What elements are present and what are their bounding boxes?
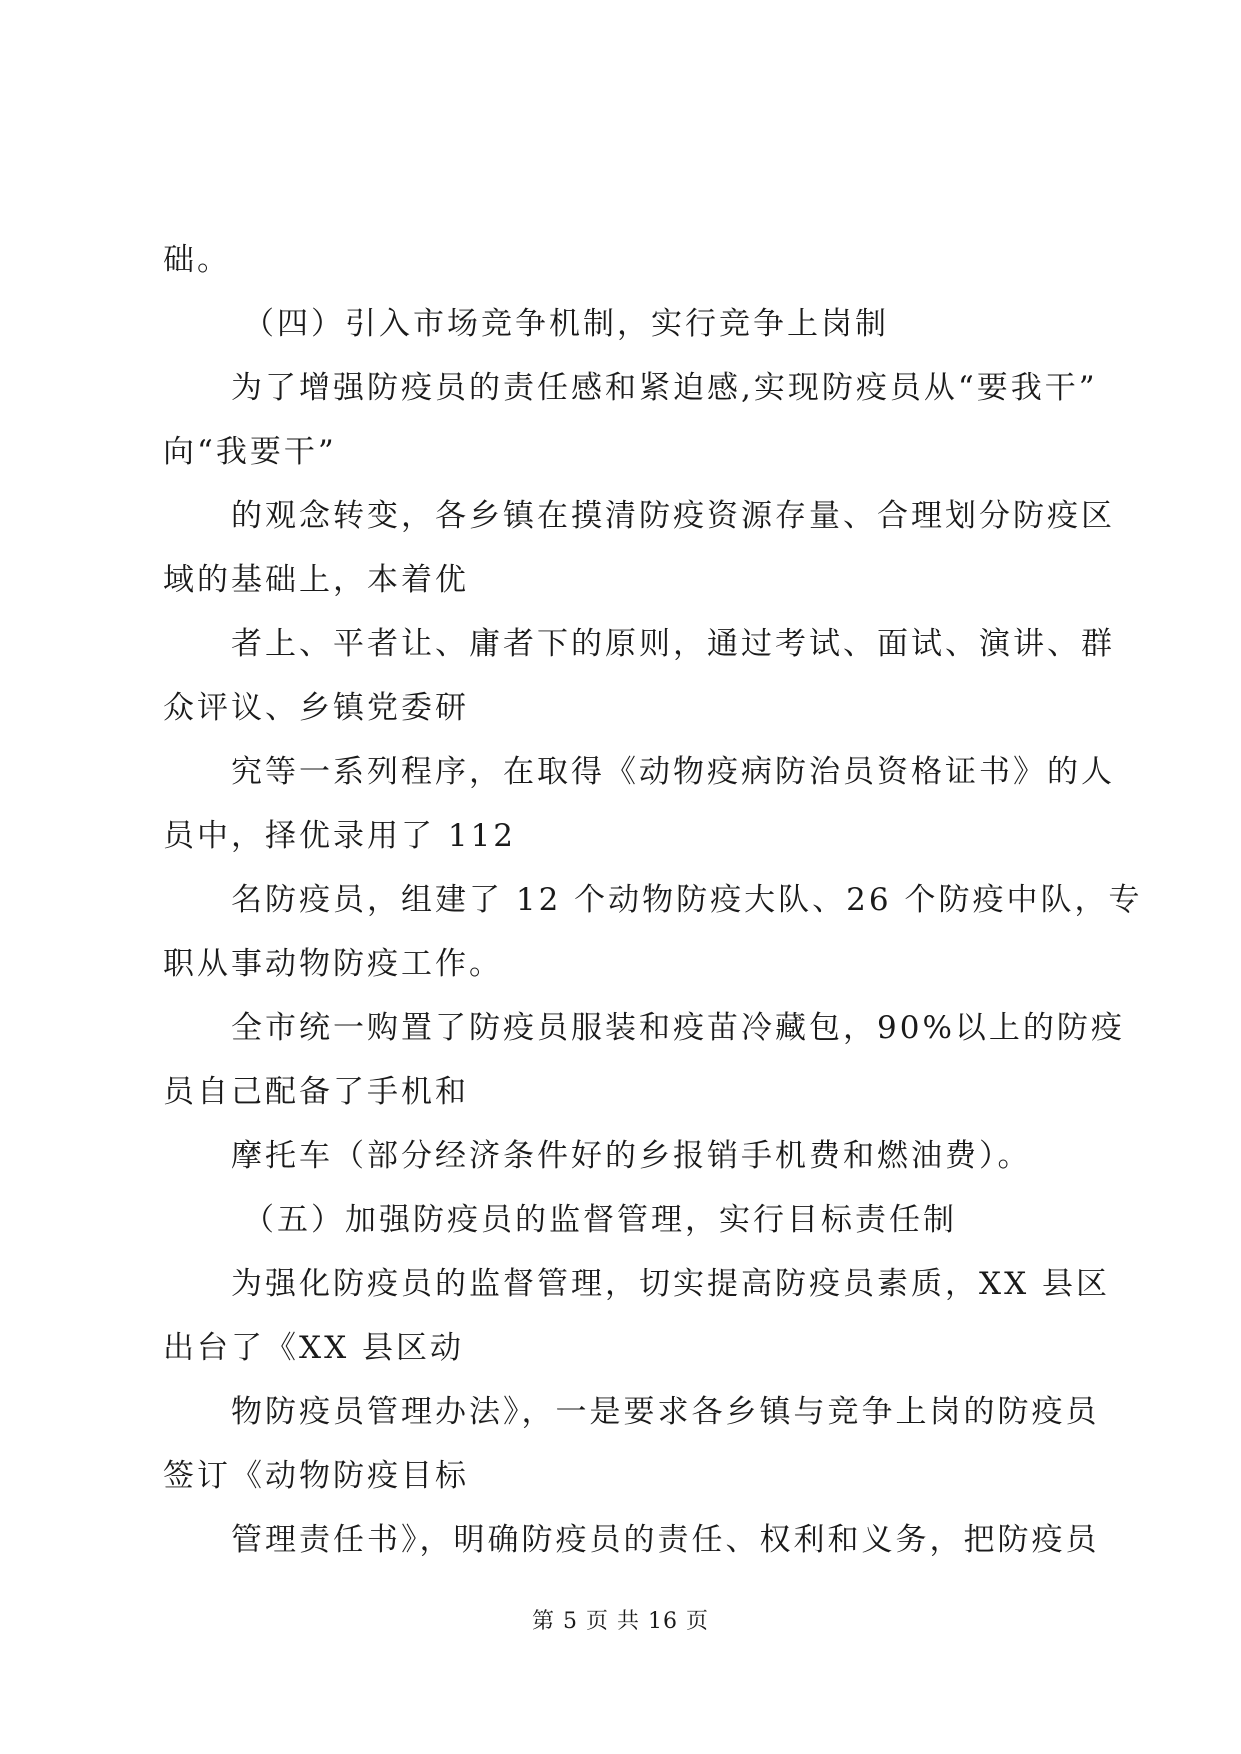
text-line: 管理责任书》，明确防疫员的责任、权利和义务，把防疫员 [231,1522,1100,1558]
text-line: （五）加强防疫员的监督管理，实行目标责任制 [243,1202,957,1238]
text-line: 签订《动物防疫目标 [163,1458,469,1494]
text-line: 摩托车（部分经济条件好的乡报销手机费和燃油费）。 [231,1138,1032,1174]
text-line: 物防疫员管理办法》，一是要求各乡镇与竞争上岗的防疫员 [231,1394,1100,1430]
text-line: 为了增强防疫员的责任感和紧迫感,实现防疫员从“要我干” [231,370,1098,406]
text-line: （四）引入市场竞争机制，实行竞争上岗制 [243,306,889,342]
body-text [163,228,1143,1572]
page-footer: 第 5 页 共 16 页 [532,1609,709,1634]
text-line: 域的基础上，本着优 [163,562,469,598]
text-line: 员中，择优录用了 112 [163,818,517,854]
text-line: 向“我要干” [163,434,337,470]
text-line: 为强化防疫员的监督管理，切实提高防疫员素质，XX 县区 [231,1266,1110,1302]
text-line: 全市统一购置了防疫员服装和疫苗冷藏包，90%以上的防疫 [231,1010,1125,1046]
text-line: 究等一系列程序，在取得《动物疫病防治员资格证书》的人 [231,754,1115,790]
text-line: 者上、平者让、庸者下的原则，通过考试、面试、演讲、群 [231,626,1115,662]
text-line: 众评议、乡镇党委研 [163,690,469,726]
text-line: 名防疫员，组建了 12 个动物防疫大队、26 个防疫中队，专 [231,882,1143,918]
text-line: 的观念转变，各乡镇在摸清防疫资源存量、合理划分防疫区 [231,498,1115,534]
text-line: 员自己配备了手机和 [163,1074,469,1110]
text-line: 职从事动物防疫工作。 [163,946,503,982]
text-line: 出台了《XX 县区动 [163,1330,464,1366]
text-line: 础。 [163,242,231,278]
